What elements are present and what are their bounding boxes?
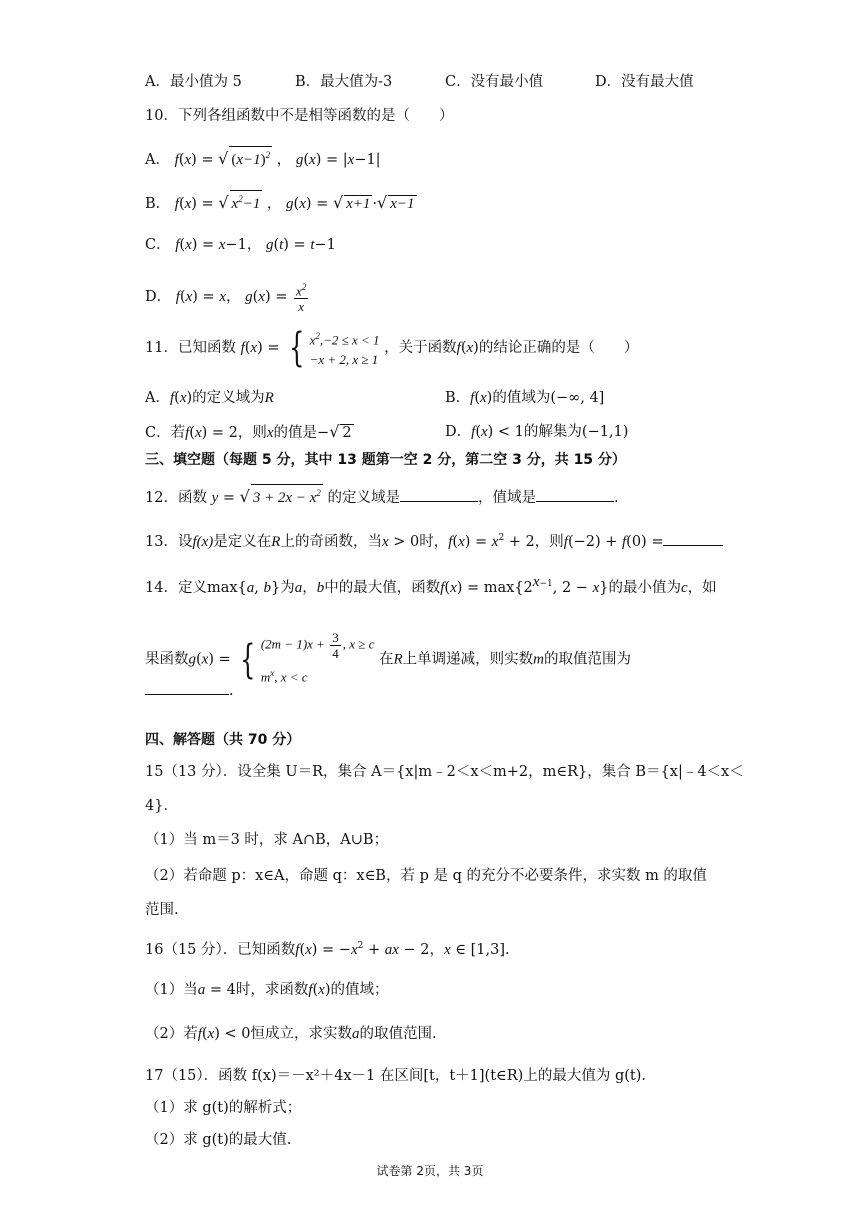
q12-blank-range[interactable] [536,487,614,502]
q11-option-d: D．f(x) < 1的解集为(−1,1) [445,424,629,440]
q17-stem: 17（15）．函数 f(x)＝－x²＋4x－1 在区间[t，t＋1](t∈R)上的最大值为 g(t)． [145,1068,656,1084]
q16-stem: 16（15 分）．已知函数$f(x) = -x^2$ + ax − 2，x ∈ [1,3]. [145,941,510,958]
q15-part2-line1: （2）若命题 p：x∈A，命题 q：x∈B，若 p 是 q 的充分不必要条件，求实数 m 的取值 [145,868,707,884]
q11-option-a: A．f(x)的定义域为R [145,390,274,406]
q15-part2-line2: 范围. [145,902,179,918]
q13-blank[interactable] [663,531,723,546]
q10-option-d: D． f(x) = x， g(x) = $\frac{x^2}{x}$ [145,282,307,315]
q12: 12．函数 y = √ $3 + 2x - x^2$ 的定义域是 ，值域是 . [145,484,619,508]
q11-option-b: B．f(x)的值域为(−∞, 4] [445,390,605,406]
section-3-heading: 三、填空题（每题 5 分，其中 13 题第一空 2 分，第二空 3 分，共 15 分） [145,452,626,468]
q16-part1: （1）当a = 4时，求函数f(x)的值域； [145,982,389,998]
q15-line2: 4}． [145,798,178,814]
q9-option-c: C．没有最小值 [445,74,544,90]
q10-option-c: C． f(x) = x−1， g(t) = t−1 [145,237,336,253]
q9-option-d: D．没有最大值 [595,74,694,90]
q13: 13．设f(x)是定义在R上的奇函数，当x > 0时，$f(x) = x^2 + 2$，则f(−2) + f(0) = [145,528,723,552]
q17-part1: （1）求 g(t)的解析式； [145,1100,302,1116]
q17-part2: （2）求 g(t)的最大值. [145,1132,292,1148]
q10-stem: 10．下列各组函数中不是相等函数的是（ ） [145,108,454,124]
q14-answer-line: . [145,680,234,701]
q11-stem: 11．已知函数 f(x) = { $x^2,-2 \le x < 1$ −x + 2, x ≥ 1 ，关于函数f(x)的结论正确的是（ ） [145,325,639,372]
q10-option-a: A． f(x) = √ $(x-1)^2$ ， g(x) = |x−1| [145,146,381,170]
q9-option-a: A．最小值为 5 [145,74,242,90]
q12-blank-domain[interactable] [400,487,478,502]
q10-option-b: B． f(x) = √ $x^2-1$ ， g(x) = √ x+1 ·√ x−1 [145,190,417,214]
q14-blank[interactable] [145,680,229,695]
q9-option-b: B．最大值为-3 [295,74,393,90]
q11-option-c: C．若f(x) = 2，则x的值是−√ 2 [145,422,352,441]
page-footer: 试卷第 2页，共 3页 [376,1164,484,1178]
q15-line1: 15（13 分）．设全集 U＝R，集合 A＝{x|m﹣2＜x＜m+2，m∈R}，集合 B＝{x|﹣4＜x＜ [145,764,744,780]
q14-line2: 果函数g(x) = { (2m − 1)x + $\frac{3}{4}$ , x ≥ c $m^x$, x < c 在R上单调递减，则实数m的取值范围为 [145,630,632,685]
q14-line1: 14．定义max{a, b}为a，b中的最大值，函数$f(x) = \max\{2^{x-1}$, 2 − x}的最小值为c，如 [145,574,717,596]
section-4-heading: 四、解答题（共 70 分） [145,732,301,748]
q16-part2: （2）若f(x) < 0恒成立，求实数a的取值范围. [145,1026,437,1042]
q15-part1: （1）当 m＝3 时，求 A∩B，A∪B； [145,832,389,848]
